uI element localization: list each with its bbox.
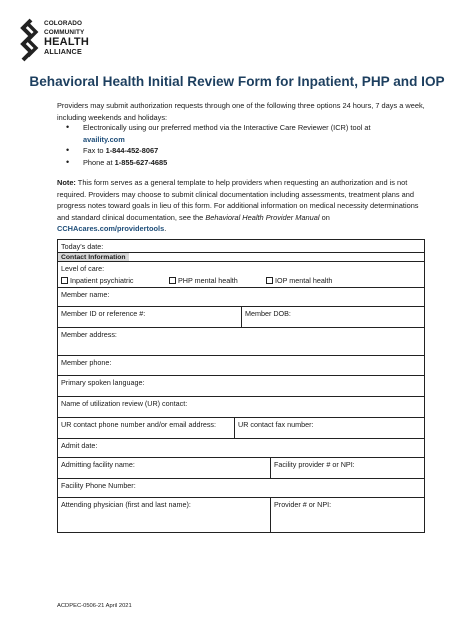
phone-number: 1-855-627-4685 xyxy=(114,157,168,167)
loc-inpatient-option[interactable] xyxy=(61,276,169,285)
inpatient-checkbox[interactable] xyxy=(61,277,68,284)
logo-line-community: COMMUNITY xyxy=(44,28,85,36)
loc-inpatient-label: Inpatient psychiatric xyxy=(70,276,134,285)
fax-number: 1-844-452-8067 xyxy=(105,146,159,156)
form-code-footer: ACDPEC-0506-21 April 2021 xyxy=(57,603,132,609)
facility-phone-label: Facility Phone Number: xyxy=(61,481,136,490)
row-member-id-dob xyxy=(58,307,424,328)
contact-info-header: Contact Information xyxy=(58,253,129,261)
row-attending-physician xyxy=(58,498,424,532)
option-phone-prefix: Phone at xyxy=(83,157,115,167)
level-of-care-label: Level of care: xyxy=(61,264,105,273)
row-member-name[interactable] xyxy=(58,288,424,307)
admitting-facility-field[interactable] xyxy=(58,458,270,478)
note-label: Note: xyxy=(57,178,76,187)
note-end: . xyxy=(164,224,167,234)
row-ur-contact-phone-fax xyxy=(58,418,424,439)
option-phone xyxy=(57,157,371,169)
row-ur-contact-name[interactable] xyxy=(58,397,424,418)
note-paragraph xyxy=(57,177,429,235)
intro-paragraph: Providers may submit authorization requests through one of the following three options 24 hours, 7 days a week, including weekends and holidays: xyxy=(57,101,425,122)
member-name-label: Member name: xyxy=(61,290,110,299)
loc-php-option[interactable] xyxy=(169,276,266,285)
logo-line-alliance: ALLIANCE xyxy=(44,47,82,57)
loc-iop-option[interactable] xyxy=(266,276,332,285)
member-phone-label: Member phone: xyxy=(61,358,112,367)
row-todays-date[interactable] xyxy=(58,240,424,253)
member-id-label: Member ID or reference #: xyxy=(61,309,146,318)
facility-provider-label: Facility provider # or NPI: xyxy=(274,460,355,469)
loc-iop-label: IOP mental health xyxy=(275,276,333,285)
option-fax xyxy=(57,145,371,157)
option-icr xyxy=(57,122,371,145)
loc-php-label: PHP mental health xyxy=(178,276,238,285)
admitting-facility-label: Admitting facility name: xyxy=(61,460,135,469)
row-facility-phone[interactable] xyxy=(58,479,424,498)
row-member-phone[interactable] xyxy=(58,356,424,376)
review-form-table xyxy=(57,239,425,533)
ur-contact-fax-label: UR contact fax number: xyxy=(238,420,314,429)
provider-npi-field[interactable] xyxy=(270,498,424,532)
php-checkbox[interactable] xyxy=(169,277,176,284)
facility-provider-field[interactable] xyxy=(270,458,424,478)
member-id-field[interactable] xyxy=(58,307,241,327)
attending-physician-label: Attending physician (first and last name): xyxy=(61,500,191,509)
ur-contact-name-label: Name of utilization review (UR) contact: xyxy=(61,399,188,408)
row-member-address[interactable] xyxy=(58,328,424,356)
providertools-link[interactable]: CCHAcares.com/providertools xyxy=(57,224,165,234)
todays-date-label: Today’s date: xyxy=(61,242,104,251)
row-primary-language[interactable] xyxy=(58,376,424,397)
provider-npi-label: Provider # or NPI: xyxy=(274,500,332,509)
submission-options-list xyxy=(57,122,371,168)
member-dob-label: Member DOB: xyxy=(245,309,291,318)
option-fax-prefix: Fax to xyxy=(83,146,106,156)
row-admit-date[interactable] xyxy=(58,439,424,458)
primary-language-label: Primary spoken language: xyxy=(61,378,145,387)
contact-info-header-row xyxy=(58,253,424,262)
note-on: on xyxy=(319,212,330,222)
row-admitting-facility xyxy=(58,458,424,479)
iop-checkbox[interactable] xyxy=(266,277,273,284)
member-address-label: Member address: xyxy=(61,330,117,339)
alliance-logo-icon xyxy=(18,18,44,64)
cha-logo xyxy=(18,18,128,66)
provider-manual-ref: Behavioral Health Provider Manual xyxy=(205,212,320,222)
ur-contact-fax-field[interactable] xyxy=(234,418,424,438)
attending-physician-field[interactable] xyxy=(58,498,270,532)
availity-link[interactable]: availity.com xyxy=(83,134,125,144)
note-text: This form serves as a general template to help providers when requesting an authorization and is not required. Providers may choose to submit clinical documentation including assessments, treatment plans and progress notes toward goals in lieu of this form. For additional information on medical necessity determinations and standard clinical documentation, see the xyxy=(57,178,419,222)
member-dob-field[interactable] xyxy=(241,307,424,327)
ur-contact-phone-label: UR contact phone number and/or email address: xyxy=(61,420,217,429)
logo-line-health: HEALTH xyxy=(44,36,89,49)
row-level-of-care xyxy=(58,262,424,288)
ur-contact-phone-field[interactable] xyxy=(58,418,234,438)
admit-date-label: Admit date: xyxy=(61,441,98,450)
page-title: Behavioral Health Initial Review Form for Inpatient, PHP and IOP xyxy=(29,74,445,89)
option-icr-text: Electronically using our preferred method via the Interactive Care Reviewer (ICR) tool at xyxy=(83,123,371,132)
logo-line-colorado: COLORADO xyxy=(44,20,83,27)
